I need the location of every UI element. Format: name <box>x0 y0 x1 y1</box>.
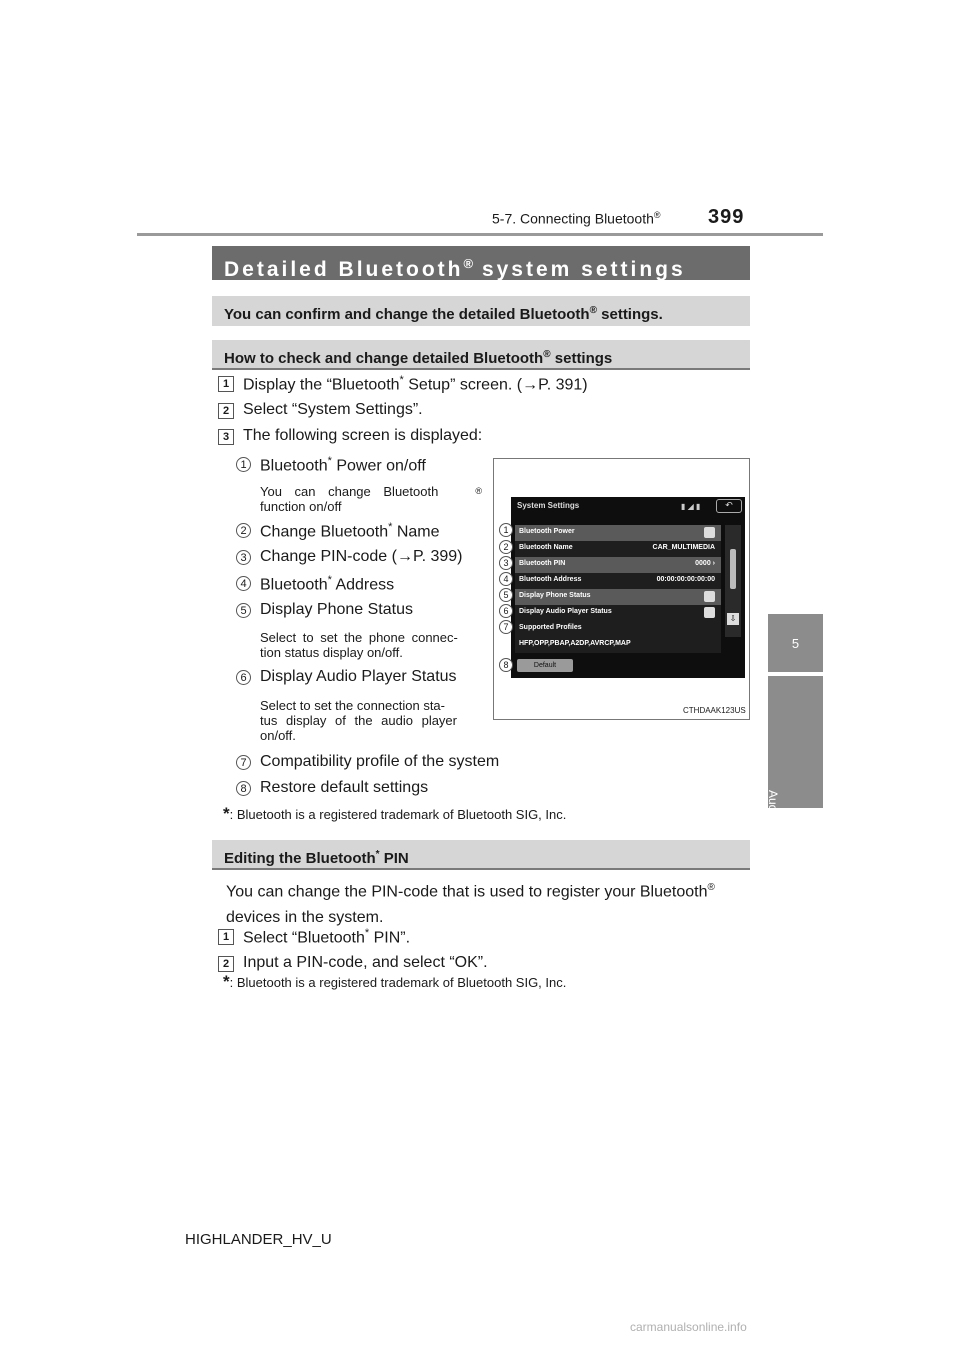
callout-number: 8 <box>499 658 513 672</box>
item-description <box>260 698 482 743</box>
step-star: * <box>399 374 404 386</box>
page-title-reg: ® <box>463 256 474 271</box>
screen-row-label: Display Audio Player Status <box>519 608 612 615</box>
intro-bar-text: You can confirm and change the detailed Bluetooth <box>224 306 590 323</box>
item-description-text-2: tus display of the audio player on/off. <box>260 713 457 743</box>
screen-row[interactable] <box>515 525 721 541</box>
figure-caption: CTHDAAK123US <box>683 706 746 715</box>
edit-pin-bar-star: * <box>375 849 380 860</box>
note-star: * <box>223 972 230 991</box>
item-label-pre: Bluetooth <box>260 457 328 475</box>
note-star: * <box>223 804 230 823</box>
intro-bar-reg: ® <box>589 305 597 316</box>
edit-pin-paragraph-line <box>226 875 754 905</box>
item-number: 3 <box>236 550 251 565</box>
section-header <box>492 210 661 227</box>
screen-row <box>515 573 721 589</box>
header-rule <box>137 233 823 236</box>
item-star: * <box>388 521 393 533</box>
step-text-post: Setup” screen. (→P. 391) <box>403 376 588 394</box>
screen-row-label: Bluetooth Address <box>519 576 582 583</box>
screen-row-label: Supported Profiles <box>519 624 582 631</box>
checkbox-icon[interactable] <box>704 591 715 602</box>
item-label: Compatibility profile of the system <box>260 753 500 770</box>
screen-row-label: Bluetooth Power <box>519 528 575 535</box>
callout-number: 5 <box>499 588 513 602</box>
step-number: 2 <box>218 956 234 972</box>
step-text <box>243 374 588 394</box>
scrollbar[interactable] <box>725 525 741 637</box>
item-description-text: Select to set the connection sta- <box>260 698 445 713</box>
item-star: * <box>327 574 332 586</box>
screen-display <box>511 497 745 678</box>
section-header-reg: ® <box>653 210 661 220</box>
how-to-bar <box>212 340 750 370</box>
footer-model: HIGHLANDER_HV_U <box>185 1231 332 1248</box>
callout-number: 1 <box>499 523 513 537</box>
step-number: 3 <box>218 429 234 445</box>
chapter-tab-label: Audio system <box>766 790 780 863</box>
step-number: 2 <box>218 403 234 419</box>
screen-row-label: Display Phone Status <box>519 592 591 599</box>
callout-number: 3 <box>499 556 513 570</box>
item-description-line <box>260 484 482 499</box>
item-label-pre: Bluetooth <box>260 576 328 594</box>
item-number: 7 <box>236 755 251 770</box>
screen-row[interactable] <box>515 557 721 573</box>
item-number: 5 <box>236 603 251 618</box>
edit-pin-bar-suffix: PIN <box>379 850 409 867</box>
screen-row[interactable] <box>515 589 721 605</box>
item-description <box>260 630 482 660</box>
item-number: 1 <box>236 457 251 472</box>
item-description-reg: ® <box>475 486 482 496</box>
item-description-text-2: tion status display on/off. <box>260 645 403 660</box>
screen-title: System Settings <box>517 501 580 510</box>
item-number: 6 <box>236 670 251 685</box>
edit-pin-paragraph-text-2: devices in the system. <box>226 909 384 927</box>
page-number: 399 <box>708 206 745 228</box>
callout-number: 7 <box>499 620 513 634</box>
intro-bar <box>212 296 750 326</box>
step-text <box>243 927 410 947</box>
intro-bar-suffix: settings. <box>596 306 663 323</box>
trademark-note <box>223 972 566 992</box>
watermark[interactable]: carmanualsonline.info <box>630 1320 747 1334</box>
item-star: * <box>327 455 332 467</box>
item-label <box>260 574 394 594</box>
item-description-text: You can change Bluetooth <box>260 484 439 499</box>
screen-row[interactable] <box>515 605 721 621</box>
item-label-pre: Change Bluetooth <box>260 523 389 541</box>
step-star: * <box>364 927 370 939</box>
checkbox-icon[interactable] <box>704 527 715 538</box>
step-number: 1 <box>218 929 234 945</box>
scrollbar-thumb[interactable] <box>730 549 736 589</box>
item-label <box>260 521 440 541</box>
status-icons: ▮ ◢ ▮ <box>681 502 701 511</box>
step-text: The following screen is displayed: <box>243 427 483 444</box>
step-text: Select “System Settings”. <box>243 401 423 418</box>
screen-row-value: CAR_MULTIMEDIA <box>652 544 715 551</box>
screen-row-label: HFP,OPP,PBAP,A2DP,AVRCP,MAP <box>519 640 631 647</box>
page-title-suffix: system settings <box>473 258 686 281</box>
screen-row-value: 0000 › <box>695 560 715 567</box>
page-title <box>212 246 750 280</box>
edit-pin-bar-text: Editing the Bluetooth <box>224 850 376 867</box>
item-label-post: Name <box>392 523 440 541</box>
edit-pin-bar <box>212 840 750 870</box>
step-text-post: PIN”. <box>369 929 411 947</box>
item-description-text: Select to set the phone connec- <box>260 630 458 645</box>
checkbox-icon[interactable] <box>704 607 715 618</box>
item-description <box>260 484 482 514</box>
item-label: Display Phone Status <box>260 601 413 618</box>
trademark-note <box>223 804 566 824</box>
screen-row-value: 00:00:00:00:00:00 <box>656 576 715 583</box>
default-button[interactable]: Default <box>517 659 573 672</box>
back-icon[interactable]: ↶ <box>716 499 742 513</box>
note-text: : Bluetooth is a registered trademark of Bluetooth SIG, Inc. <box>229 807 567 822</box>
item-label-post: Power on/off <box>331 457 426 475</box>
page-title-text: Detailed Bluetooth <box>224 258 464 281</box>
item-label-post: Address <box>331 576 395 594</box>
step-text-pre: Select “Bluetooth <box>243 929 365 947</box>
scroll-down-icon[interactable]: ⇩ <box>727 613 739 625</box>
item-label: Change PIN-code (→P. 399) <box>260 548 463 565</box>
item-label <box>260 455 426 475</box>
section-header-text: 5-7. Connecting Bluetooth <box>492 210 654 227</box>
screen-row-label: Bluetooth Name <box>519 544 573 551</box>
how-to-bar-text: How to check and change detailed Bluetooth <box>224 350 544 367</box>
callout-number: 2 <box>499 540 513 554</box>
step-text-pre: Display the “Bluetooth <box>243 376 400 394</box>
screen-row-label: Bluetooth PIN <box>519 560 566 567</box>
step-text: Input a PIN-code, and select “OK”. <box>243 954 488 971</box>
item-label: Display Audio Player Status <box>260 668 457 685</box>
screen-figure <box>493 458 750 720</box>
callout-number: 4 <box>499 572 513 586</box>
item-label: Restore default settings <box>260 779 429 796</box>
screen-row[interactable] <box>515 541 721 557</box>
step-number: 1 <box>218 376 234 392</box>
edit-pin-paragraph-text: You can change the PIN-code that is used to register your Bluetooth <box>226 883 708 901</box>
item-number: 8 <box>236 781 251 796</box>
edit-pin-paragraph-reg: ® <box>707 882 715 893</box>
how-to-bar-reg: ® <box>543 349 551 360</box>
chapter-tab-number: 5 <box>768 614 823 672</box>
edit-pin-paragraph <box>226 875 754 931</box>
screen-row <box>515 637 721 653</box>
item-number: 2 <box>236 523 251 538</box>
item-number: 4 <box>236 576 251 591</box>
item-description-text-2: function on/off <box>260 499 342 514</box>
note-text: : Bluetooth is a registered trademark of Bluetooth SIG, Inc. <box>229 975 567 990</box>
screen-row <box>515 621 721 637</box>
how-to-bar-suffix: settings <box>550 350 613 367</box>
callout-number: 6 <box>499 604 513 618</box>
chapter-tab <box>768 676 823 808</box>
